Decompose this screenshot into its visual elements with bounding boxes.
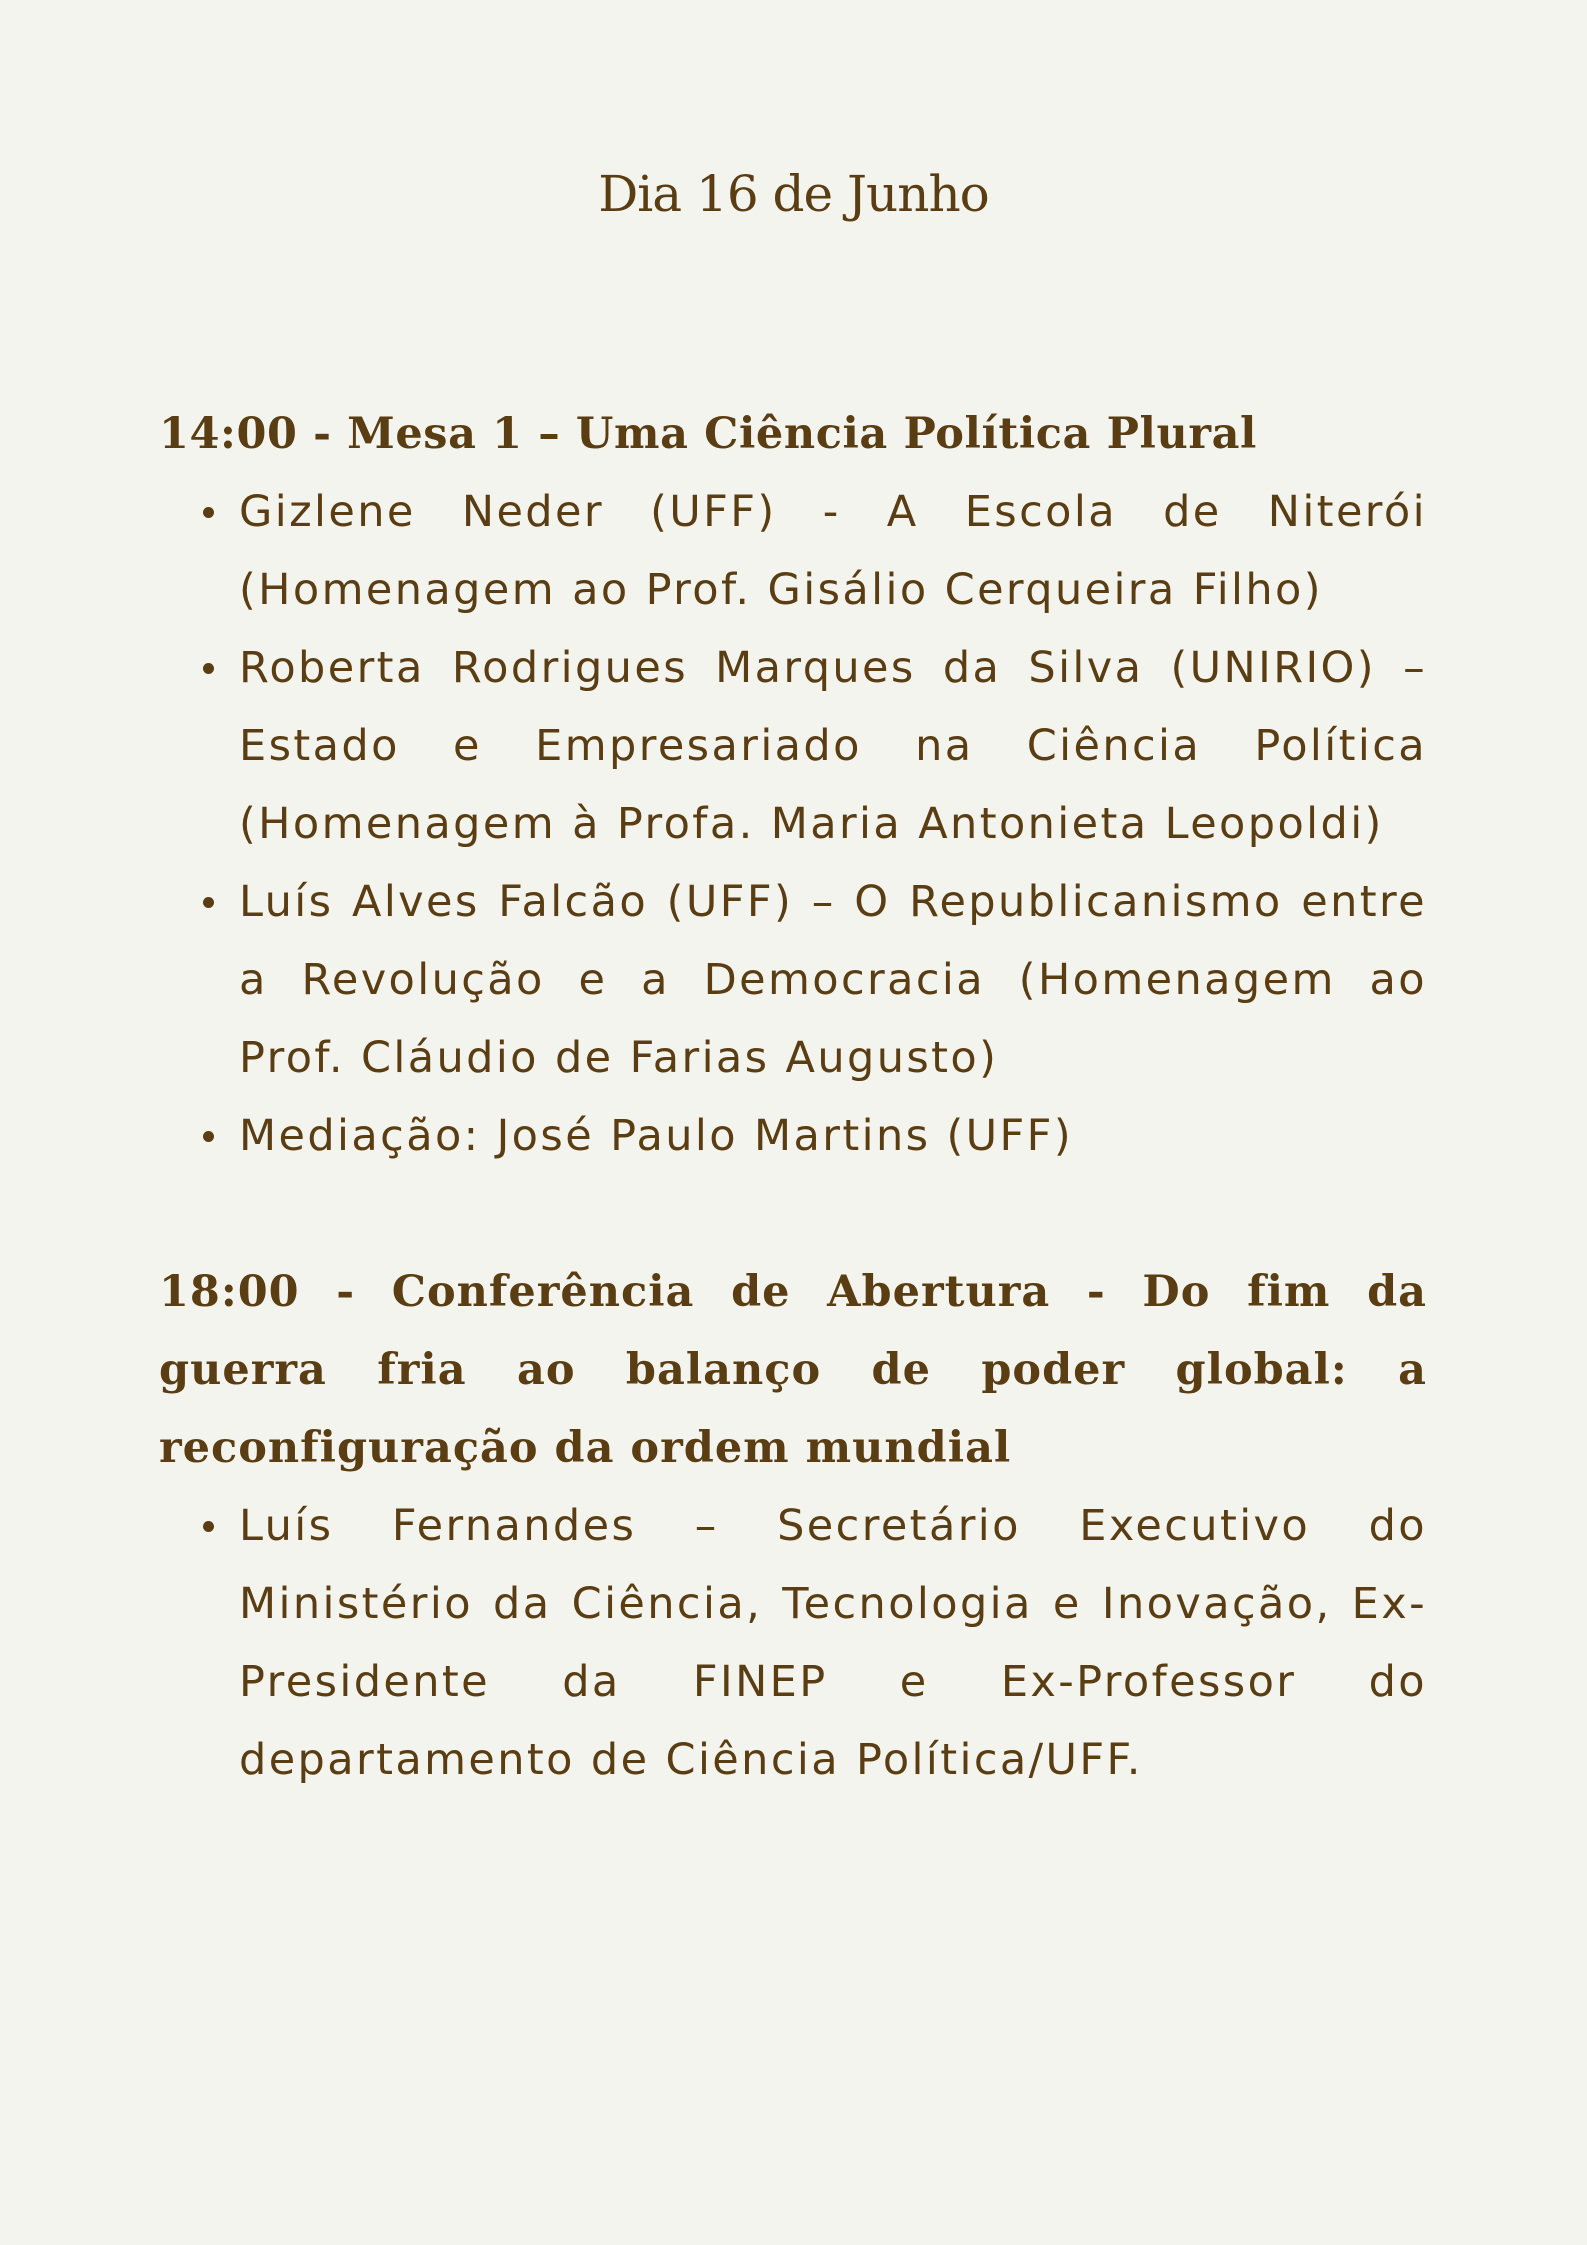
list-item [239, 473, 1427, 629]
list-item-text: Roberta Rodrigues Marques da Silva (UNIRIO) – Estado e Empresariado na Ciência Política (Homenagem à Profa. Maria Antonieta Leopoldi) [239, 643, 1427, 849]
page-title: Dia 16 de Junho [598, 165, 989, 223]
session-mesa-1 [159, 395, 1427, 1175]
list-item [239, 1097, 1427, 1175]
list-item [239, 863, 1427, 1097]
list-item [239, 1487, 1427, 1799]
speaker-list [159, 1487, 1427, 1799]
bullet-icon [193, 863, 223, 941]
list-item [239, 629, 1427, 863]
speaker-list [159, 473, 1427, 1175]
session-conferencia [159, 1253, 1427, 1799]
bullet-icon [193, 1097, 223, 1175]
list-item-text: Luís Alves Falcão (UFF) – O Republicanismo entre a Revolução e a Democracia (Homenagem ao Prof. Cláudio de Farias Augusto) [239, 877, 1427, 1083]
section-spacer [159, 1175, 1427, 1253]
bullet-icon [193, 473, 223, 551]
program-content [159, 395, 1427, 1799]
list-item-text: Gizlene Neder (UFF) - A Escola de Niterói (Homenagem ao Prof. Gisálio Cerqueira Filho) [239, 487, 1427, 615]
bullet-icon [193, 629, 223, 707]
session-heading: 18:00 - Conferência de Abertura - Do fim da guerra fria ao balanço de poder global: a reconfiguração da ordem mundial [159, 1267, 1427, 1473]
session-heading: 14:00 - Mesa 1 – Uma Ciência Política Plural [159, 409, 1257, 459]
list-item-text: Luís Fernandes – Secretário Executivo do Ministério da Ciência, Tecnologia e Inovação, Ex-Presidente da FINEP e Ex-Professor do departamento de Ciência Política/UFF. [239, 1501, 1427, 1785]
list-item-text: Mediação: José Paulo Martins (UFF) [239, 1111, 1073, 1161]
bullet-icon [193, 1487, 223, 1565]
